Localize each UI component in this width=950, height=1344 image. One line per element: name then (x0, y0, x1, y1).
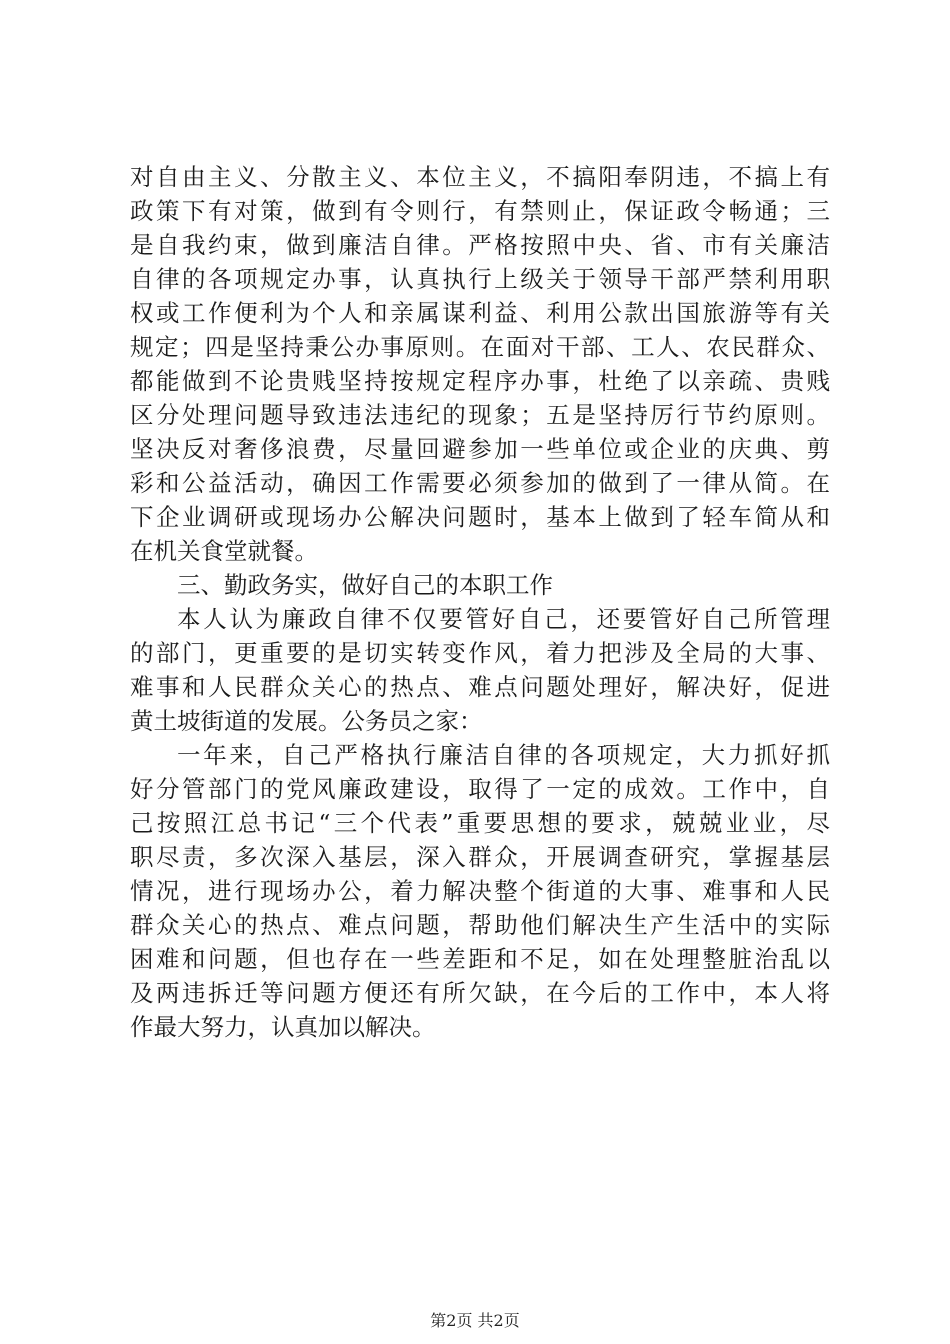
text-line: 彩和公益活动，确因工作需要必须参加的做到了一律从简。在 (130, 469, 830, 497)
text-line: 好分管部门的党风廉政建设，取得了一定的成效。工作中，自 (130, 775, 830, 803)
text-line: 规定；四是坚持秉公办事原则。在面对干部、工人、农民群众、 (130, 333, 830, 361)
text-line: 一年来，自己严格执行廉洁自律的各项规定，大力抓好抓 (177, 741, 830, 769)
text-line: 坚决反对奢侈浪费，尽量回避参加一些单位或企业的庆典、剪 (130, 435, 830, 463)
text-line: 及两违拆迁等问题方便还有所欠缺，在今后的工作中，本人将 (130, 979, 830, 1007)
document-body (130, 160, 830, 1044)
text-line: 是自我约束，做到廉洁自律。严格按照中央、省、市有关廉洁 (130, 231, 830, 259)
text-line: 黄土坡街道的发展。公务员之家： (130, 707, 483, 735)
text-line: 自律的各项规定办事，认真执行上级关于领导干部严禁利用职 (130, 265, 830, 293)
page-number: 第2页 共2页 (430, 1311, 520, 1330)
text-line: 下企业调研或现场办公解决问题时，基本上做到了轻车简从和 (130, 503, 830, 531)
text-line: 本人认为廉政自律不仅要管好自己，还要管好自己所管理 (177, 605, 830, 633)
text-line: 区分处理问题导致违法违纪的现象；五是坚持厉行节约原则。 (130, 401, 830, 429)
text-line: 权或工作便利为个人和亲属谋利益、利用公款出国旅游等有关 (130, 299, 830, 327)
text-line: 对自由主义、分散主义、本位主义，不搞阳奉阴违，不搞上有 (130, 163, 830, 191)
text-line: 政策下有对策，做到有令则行，有禁则止，保证政令畅通；三 (130, 197, 830, 225)
text-line: 在机关食堂就餐。 (130, 537, 318, 565)
text-line: 的部门，更重要的是切实转变作风，着力把涉及全局的大事、 (130, 639, 830, 667)
text-line: 情况，进行现场办公，着力解决整个街道的大事、难事和人民 (130, 877, 830, 905)
text-line: 困难和问题，但也存在一些差距和不足，如在处理整脏治乱以 (130, 945, 830, 973)
text-line: 作最大努力，认真加以解决。 (130, 1013, 436, 1041)
text-line: 难事和人民群众关心的热点、难点问题处理好，解决好，促进 (130, 673, 830, 701)
text-line: 职尽责，多次深入基层，深入群众，开展调查研究，掌握基层 (130, 843, 830, 871)
text-line: 群众关心的热点、难点问题，帮助他们解决生产生活中的实际 (130, 911, 830, 939)
text-line: 己按照江总书记“三个代表”重要思想的要求，兢兢业业，尽 (130, 809, 830, 837)
section-heading: 三、勤政务实，做好自己的本职工作 (177, 571, 553, 599)
text-line: 都能做到不论贵贱坚持按规定程序办事，杜绝了以亲疏、贵贱 (130, 367, 830, 395)
